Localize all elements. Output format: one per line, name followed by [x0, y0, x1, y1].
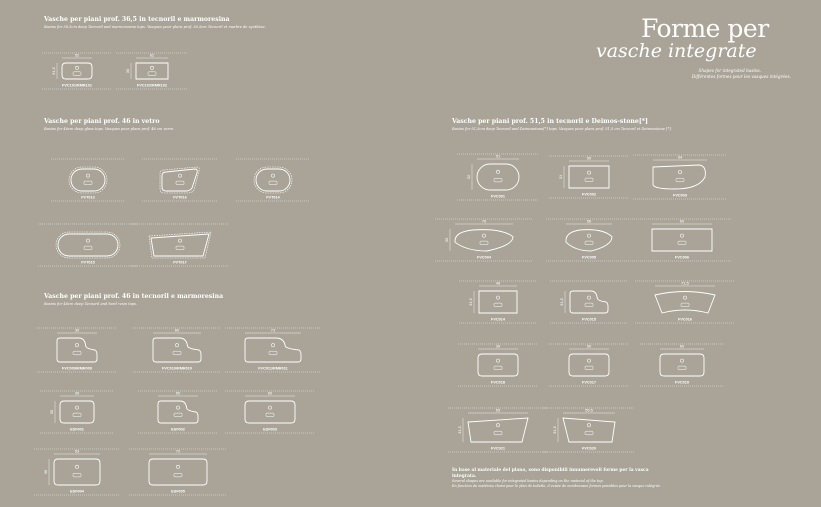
- drain: [176, 181, 184, 185]
- basin-code: FVC102/RMR102: [137, 83, 167, 88]
- depth-label: 31,5: [552, 426, 557, 434]
- tap-hole: [587, 171, 590, 174]
- basin-code: FVC006: [675, 255, 689, 260]
- width-label: 55,5: [585, 407, 593, 413]
- basin-item: [550, 281, 628, 323]
- tap-hole: [678, 171, 681, 174]
- tap-hole: [587, 234, 590, 237]
- basin-code: FVC018: [491, 380, 505, 385]
- basin-item: [225, 328, 321, 373]
- tap-hole: [75, 406, 78, 409]
- basin-code: FVC009/RMR009: [62, 366, 92, 371]
- basin-outline: [478, 354, 518, 376]
- basin-item: [236, 159, 310, 201]
- tap-hole: [178, 239, 181, 242]
- page-title: Forme per: [641, 14, 769, 43]
- width-label: 60: [174, 327, 180, 333]
- width-label: 76: [481, 218, 487, 224]
- basin-outline: [455, 230, 513, 251]
- drain: [678, 366, 686, 370]
- basin-outline: [151, 234, 209, 256]
- basin-outline: [245, 401, 295, 423]
- depth-label: 30: [49, 409, 54, 415]
- basin-code: FVT013: [81, 195, 95, 200]
- basin-item: [459, 281, 537, 324]
- depth-label: 32: [466, 174, 471, 180]
- tap-hole: [176, 406, 179, 409]
- tap-hole: [75, 66, 78, 69]
- tap-hole: [86, 239, 89, 242]
- basin-item: [640, 344, 724, 387]
- basin-outline: [566, 230, 612, 251]
- basin-outline: [71, 169, 105, 191]
- drain: [585, 303, 593, 307]
- width-label: 46: [495, 280, 501, 286]
- depth-label: 31,5: [51, 67, 56, 75]
- basin-outline: [479, 291, 517, 313]
- basin-item: [34, 449, 120, 496]
- drain: [676, 178, 684, 182]
- basin-code: FVC020: [582, 446, 596, 451]
- basin-item: [458, 344, 538, 387]
- width-label: 71,5: [681, 280, 689, 286]
- drain: [585, 178, 593, 182]
- basin-outline: [62, 63, 92, 79]
- basin-item: [38, 224, 138, 266]
- drain: [84, 181, 92, 185]
- width-label: 50: [586, 155, 592, 161]
- drain: [494, 366, 502, 370]
- basin-outline: [660, 354, 704, 376]
- basin-item: [457, 154, 539, 201]
- top-outline: [254, 167, 292, 193]
- drain: [73, 413, 81, 417]
- basin-item: [116, 53, 188, 90]
- drain: [681, 303, 689, 307]
- basin-outline: [136, 63, 168, 79]
- basin-outline: [162, 169, 197, 191]
- basin-outline: [158, 401, 198, 423]
- basin-outline: [477, 164, 519, 190]
- basin-code: FVT014: [266, 195, 280, 200]
- basin-code: FVC021: [491, 446, 505, 451]
- tap-hole: [683, 296, 686, 299]
- drain: [174, 413, 182, 417]
- basin-outline: [57, 338, 97, 362]
- basin-item: [549, 156, 629, 199]
- basin-outline: [570, 291, 608, 313]
- basin-outline: [58, 234, 118, 256]
- basin-outline: [652, 229, 712, 251]
- basin-item: [225, 391, 315, 434]
- tap-hole: [150, 66, 153, 69]
- basin-outline: [563, 418, 615, 442]
- basin-item: [138, 391, 218, 434]
- basin-item: [448, 408, 548, 453]
- top-outline: [56, 232, 120, 258]
- basin-code: FVT015: [81, 260, 95, 265]
- tap-hole: [587, 296, 590, 299]
- width-label: 51: [495, 153, 501, 159]
- basin-outline: [468, 418, 528, 442]
- basin-item: [40, 391, 114, 434]
- basin-code: FVT016: [173, 195, 187, 200]
- drain: [73, 473, 81, 477]
- drain: [73, 351, 81, 355]
- page-title-italic: vasche integrate: [596, 40, 757, 62]
- width-label: 62: [149, 52, 155, 58]
- footnote-it: In base al materiale del piano, sono disponibili innumerevoli forme per la vasca integrata.: [452, 468, 649, 479]
- width-label: 72: [175, 448, 181, 454]
- basin-item: [51, 159, 125, 201]
- basin-item: [632, 219, 732, 262]
- basin-code: FVC005: [582, 255, 596, 260]
- width-label: 60: [679, 343, 685, 349]
- drain: [176, 246, 184, 250]
- tap-hole: [496, 424, 499, 427]
- basin-code: FVC011/RMR011: [258, 366, 288, 371]
- basin-outline: [569, 354, 609, 376]
- drain: [585, 366, 593, 370]
- drain: [84, 246, 92, 250]
- basin-item: [133, 328, 221, 373]
- basin-outline: [569, 166, 609, 188]
- tap-hole: [178, 174, 181, 177]
- basin-item: [633, 155, 727, 200]
- drain: [173, 351, 181, 355]
- tap-hole: [496, 296, 499, 299]
- tap-hole: [75, 465, 78, 468]
- tap-hole: [680, 234, 683, 237]
- tap-hole: [680, 359, 683, 362]
- depth-label: 30: [444, 237, 449, 243]
- tap-hole: [86, 174, 89, 177]
- basin-outline: [256, 169, 290, 191]
- drain: [148, 72, 156, 76]
- width-label: 53: [74, 448, 80, 454]
- basin-code: FVC010/RMR010: [162, 366, 192, 371]
- width-label: 73: [270, 327, 276, 333]
- drain: [174, 473, 182, 477]
- basin-outline: [149, 459, 207, 485]
- basin-item: [42, 53, 112, 90]
- basin-code: ESF003: [263, 427, 277, 432]
- footnote-fr: En fonction du matériau choisi pour le plan de toilette, il existe de nombreuses formes possibles pour la vasque intégrée.: [452, 484, 661, 489]
- section-title: Vasche per piani prof. 36,5 in tecnoril e marmoresina: [44, 16, 230, 23]
- drain: [494, 178, 502, 182]
- drain: [73, 72, 81, 76]
- top-outline: [69, 167, 107, 193]
- basin-code: FVC014: [491, 317, 505, 322]
- basin-code: FVC003: [673, 193, 687, 198]
- width-label: 56: [586, 218, 592, 224]
- tap-hole: [482, 234, 485, 237]
- basin-item: [546, 219, 632, 262]
- drain: [678, 241, 686, 245]
- drain: [494, 431, 502, 435]
- basin-item: [435, 219, 533, 262]
- basin-code: FVC004: [477, 255, 491, 260]
- basin-outline: [245, 338, 301, 362]
- basin-code: FVC017: [582, 380, 596, 385]
- footnote-en: Several shapes are available for integrated basins depending on the material of the top.: [452, 479, 604, 484]
- section-subtitle: Basins for 46cm deep Tecnoril and hard resin tops.: [44, 302, 138, 306]
- subtitle-fr: Différentes formes pour les vasques intégrées.: [691, 74, 791, 79]
- width-label: 60: [267, 390, 273, 396]
- drain: [266, 413, 274, 417]
- depth-label: 30: [125, 68, 130, 74]
- tap-hole: [75, 344, 78, 347]
- footnote: [452, 468, 661, 489]
- depth-label: 36: [43, 469, 48, 475]
- drain: [269, 181, 277, 185]
- tap-hole: [587, 359, 590, 362]
- drain: [494, 303, 502, 307]
- width-label: 50: [175, 390, 181, 396]
- tap-hole: [176, 465, 179, 468]
- section-title: Vasche per piani prof. 46 in tecnoril e marmoresina: [44, 293, 224, 300]
- basin-code: ESF004: [70, 489, 84, 494]
- basin-item: [142, 159, 218, 201]
- tap-hole: [271, 344, 274, 347]
- section-title: Vasche per piani prof. 51,5 in tecnoril e Deimos-stone[*]: [452, 118, 648, 125]
- basin-item: [129, 449, 227, 496]
- depth-label: 31,5: [468, 298, 473, 306]
- section-subtitle: Basins for 51,5cm deep Tecnoril and Deimosstone[*] tops. Vasques pour plans prof. 51,5 cm Tecnoril et Deimosstone [*].: [452, 127, 672, 131]
- basin-code: FVC015: [582, 317, 596, 322]
- basin-outline: [655, 292, 715, 314]
- tap-hole: [271, 174, 274, 177]
- drain: [269, 351, 277, 355]
- basin-code: ESF002: [171, 427, 185, 432]
- basin-item: [131, 224, 229, 266]
- depth-label: 31: [558, 174, 563, 180]
- basin-outline: [60, 401, 94, 423]
- section-subtitle: Basins for 36,5cm deep Tecnoril and marmoresina tops. Vasques pour plans prof. 36,5cm Tecnoril et marbre de synthèse.: [44, 25, 266, 29]
- section-subtitle: Basins for 46cm deep glass tops. Vasques pour plans prof. 46 cm verre.: [44, 127, 175, 131]
- basin-item: [37, 328, 117, 373]
- width-label: 64: [677, 154, 683, 160]
- basin-code: FVT017: [173, 260, 187, 265]
- tap-hole: [496, 170, 499, 173]
- basin-code: FVC019: [675, 380, 689, 385]
- tap-hole: [496, 359, 499, 362]
- section-title: Vasche per piani prof. 46 in vetro: [44, 118, 160, 125]
- basin-code: FVC001: [491, 194, 505, 199]
- basin-item: [543, 408, 635, 453]
- width-label: 39: [495, 343, 501, 349]
- subtitle-en: Shapes for integrated basins.: [698, 68, 761, 73]
- tap-hole: [175, 344, 178, 347]
- basin-item: [635, 281, 735, 324]
- width-label: 52: [74, 52, 80, 58]
- tap-hole: [587, 424, 590, 427]
- width-label: 35: [74, 327, 80, 333]
- width-label: 50: [586, 343, 592, 349]
- drain: [480, 241, 488, 245]
- drain: [585, 431, 593, 435]
- depth-label: 31,5: [457, 426, 462, 434]
- basin-code: ESF005: [171, 489, 185, 494]
- depth-label: 31,5: [559, 298, 564, 306]
- basin-item: [549, 344, 629, 387]
- basin-code: ESF001: [70, 427, 84, 432]
- basin-code: FVC016: [678, 317, 692, 322]
- basin-code: FVC002: [582, 192, 596, 197]
- basin-outline: [153, 338, 201, 362]
- basin-code: FVC101/RMR101: [62, 83, 92, 88]
- drain: [585, 241, 593, 245]
- tap-hole: [268, 406, 271, 409]
- basin-outline: [54, 459, 100, 485]
- width-label: 39: [74, 390, 80, 396]
- basin-outline: [653, 165, 705, 189]
- width-label: 65: [495, 407, 501, 413]
- width-label: 60: [679, 218, 685, 224]
